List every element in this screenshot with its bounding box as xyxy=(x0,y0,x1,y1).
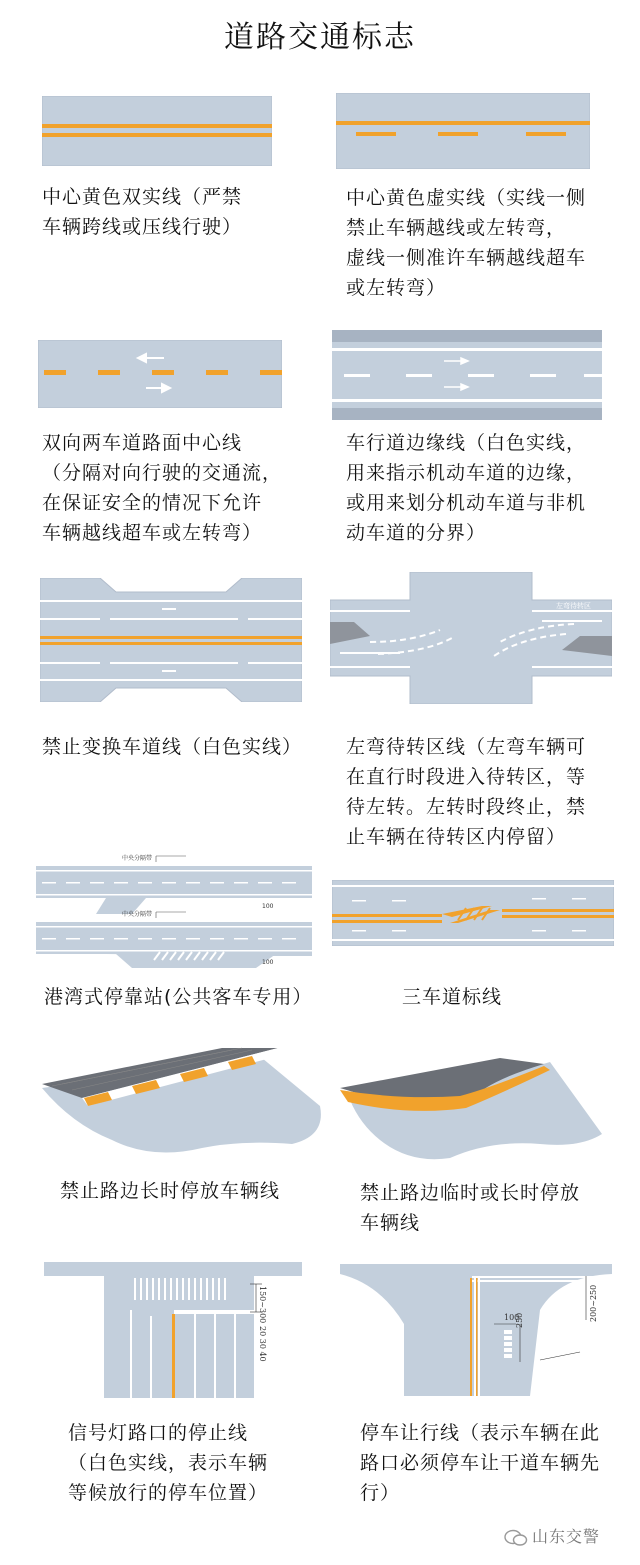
watermark-text: 山东交警 xyxy=(532,1527,601,1546)
no-lane-change-illustration xyxy=(40,578,302,702)
median-label-2: 中央分隔带 xyxy=(122,911,153,918)
wechat-icon xyxy=(504,1529,528,1547)
dim-150-300: 150~300 xyxy=(258,1286,267,1324)
yellow-solid-dashed-illustration xyxy=(336,93,590,169)
median-label-1: 中央分隔带 xyxy=(122,855,153,862)
dim-20-30-40: 20 30 40 xyxy=(258,1326,267,1362)
bus-bay-illustration xyxy=(36,852,312,982)
stop-line-illustration xyxy=(44,1262,302,1398)
caption-no-long-parking: 禁止路边长时停放车辆线 xyxy=(60,1180,281,1202)
dim-250: 250 xyxy=(515,1312,524,1328)
caption-left-turn-waiting: 左弯待转区线（左弯车辆可 在直行时段进入待转区，等 待左转。左转时段终止，禁 止车辆在待转区内停留） xyxy=(346,736,587,848)
caption-no-parking: 禁止路边临时或长时停放 车辆线 xyxy=(360,1182,581,1234)
caption-double-solid-yellow: 中心黄色双实线（严禁 车辆跨线或压线行驶） xyxy=(42,186,243,238)
double-solid-yellow-illustration xyxy=(42,96,272,166)
dim-100: 100 xyxy=(504,1313,520,1322)
caption-bus-bay: 港湾式停靠站(公共客车专用） xyxy=(44,986,313,1008)
wait-left-label-right: 左弯待转区 xyxy=(556,602,591,610)
three-lane-marking-illustration xyxy=(332,880,614,946)
caption-three-lane: 三车道标线 xyxy=(402,986,503,1008)
no-long-parking-illustration xyxy=(42,1044,326,1162)
no-parking-illustration xyxy=(340,1044,606,1164)
dim-200-250: 200~250 xyxy=(589,1284,598,1322)
stop-yield-line-illustration xyxy=(340,1264,612,1396)
wait-left-label: 左弯待转区 xyxy=(344,682,379,690)
caption-edge-line: 车行道边缘线（白色实线， 用来指示机动车道的边缘， 或用来划分机动车道与非机 动车道的分界） xyxy=(346,432,587,544)
dim-100-a: 100 xyxy=(262,903,274,910)
caption-two-lane-centerline: 双向两车道路面中心线 （分隔对向行驶的交通流， 在保证安全的情况下允许 车辆越线超车或左转弯） xyxy=(42,432,283,544)
caption-stop-yield: 停车让行线（表示车辆在此 路口必须停车让干道车辆先 行） xyxy=(360,1422,601,1504)
two-lane-centerline-illustration xyxy=(38,340,282,408)
watermark xyxy=(504,1524,600,1547)
caption-yellow-solid-dashed: 中心黄色虚实线（实线一侧 禁止车辆越线或左转弯， 虚线一侧准许车辆越线超车 或左转弯） xyxy=(346,187,587,299)
caption-no-lane-change: 禁止变换车道线（白色实线） xyxy=(42,736,303,758)
edge-line-illustration xyxy=(332,330,602,420)
dim-100-b: 100 xyxy=(262,959,274,966)
page-title: 道路交通标志 xyxy=(224,20,416,55)
left-turn-waiting-area-illustration xyxy=(330,572,612,704)
caption-stop-line: 信号灯路口的停止线 （白色实线，表示车辆 等候放行的停车位置） xyxy=(68,1422,269,1504)
